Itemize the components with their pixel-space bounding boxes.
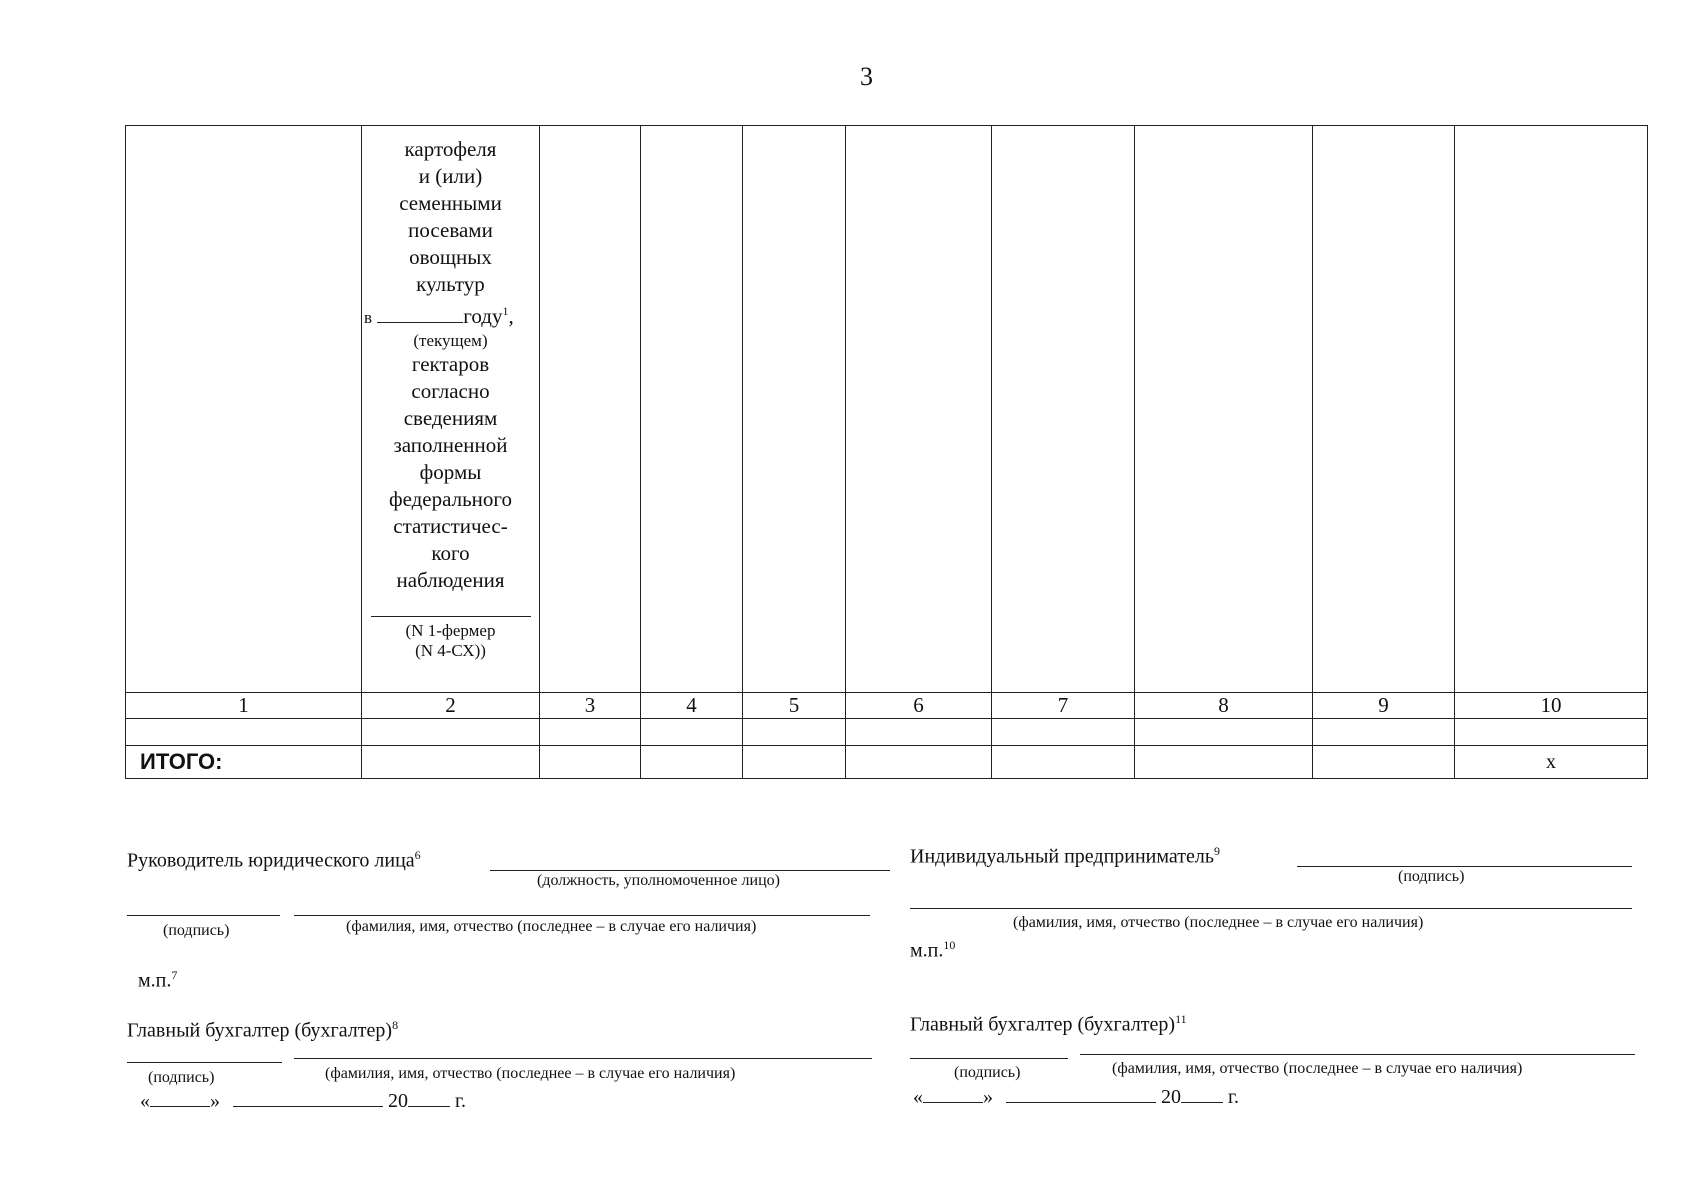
stamp-label: м.п.: [910, 939, 944, 962]
entrepreneur-name-caption: (фамилия, имя, отчество (последнее – в случае его наличия): [1013, 914, 1424, 931]
date-open-quote: «: [140, 1090, 150, 1112]
column-number: 2: [362, 693, 540, 719]
accountant-footnote: 11: [1175, 1012, 1187, 1026]
total-row: [126, 746, 1648, 779]
form-name-line: (N 4-СХ)): [415, 641, 486, 660]
data-cell[interactable]: [1135, 719, 1313, 746]
entrepreneur-name-field[interactable]: [910, 908, 1632, 909]
column-number: 10: [1455, 693, 1648, 719]
year-suffix: году: [463, 304, 503, 328]
data-cell[interactable]: [540, 719, 641, 746]
total-cell[interactable]: [1313, 746, 1455, 779]
column-2-header-line: согласно: [411, 379, 490, 403]
accountant-signature-field[interactable]: [127, 1062, 282, 1063]
accountant-label: Главный бухгалтер (бухгалтер): [910, 1013, 1176, 1036]
data-row: [126, 719, 1648, 746]
header-cell-3: [540, 126, 641, 693]
entrepreneur-signature-field[interactable]: [1297, 866, 1632, 867]
date-day-field[interactable]: [923, 1084, 983, 1103]
header-cell-5: [743, 126, 846, 693]
total-col10-mark: х: [1455, 746, 1648, 779]
column-number: 6: [846, 693, 992, 719]
header-cell-8: [1135, 126, 1313, 693]
accountant-name-caption: (фамилия, имя, отчество (последнее – в случае его наличия): [325, 1065, 736, 1082]
head-label: Руководитель юридического лица: [127, 849, 415, 872]
header-cell-7: [992, 126, 1135, 693]
head-signature-field[interactable]: [127, 915, 280, 916]
column-2-header-line: кого: [431, 541, 470, 565]
column-2-header-line: формы: [419, 460, 482, 484]
date-year-field[interactable]: [408, 1088, 450, 1107]
right-date-line: [913, 1084, 1239, 1109]
column-2-header-line: сведениям: [403, 406, 498, 430]
column-number: 5: [743, 693, 846, 719]
date-year-field[interactable]: [1181, 1084, 1223, 1103]
header-cell-1: [126, 126, 362, 693]
header-cell-2: [362, 126, 540, 693]
year-prefix: в: [364, 308, 373, 327]
total-cell[interactable]: [362, 746, 540, 779]
data-cell[interactable]: [362, 719, 540, 746]
accountant-signature-caption: (подпись): [148, 1069, 215, 1086]
left-accountant-line: [127, 1018, 398, 1043]
page-number: 3: [860, 62, 873, 91]
table-header-row: [126, 126, 1648, 693]
total-cell[interactable]: [846, 746, 992, 779]
column-2-header-line: овощных: [409, 245, 492, 269]
column-number-row: [126, 693, 1648, 719]
date-year-prefix: 20: [388, 1090, 408, 1112]
head-label-line: [127, 848, 421, 873]
crop-area-table: [125, 125, 1648, 779]
form-name-line: (N 1-фермер: [405, 621, 496, 640]
data-cell[interactable]: [992, 719, 1135, 746]
column-number: 9: [1313, 693, 1455, 719]
header-cell-4: [641, 126, 743, 693]
accountant-signature-field[interactable]: [910, 1058, 1068, 1059]
total-label: ИТОГО:: [126, 746, 362, 779]
head-name-field[interactable]: [294, 915, 870, 916]
year-comma: ,: [508, 304, 514, 328]
accountant-name-caption: (фамилия, имя, отчество (последнее – в случае его наличия): [1112, 1060, 1523, 1077]
head-signature-caption: (подпись): [163, 922, 230, 939]
data-cell[interactable]: [1313, 719, 1455, 746]
date-month-field[interactable]: [233, 1088, 383, 1107]
head-position-field[interactable]: [490, 870, 890, 871]
column-number: 4: [641, 693, 743, 719]
date-close-quote: »: [210, 1090, 220, 1112]
column-number: 1: [126, 693, 362, 719]
head-name-caption: (фамилия, имя, отчество (последнее – в случае его наличия): [346, 918, 757, 935]
data-cell[interactable]: [641, 719, 743, 746]
year-line: [362, 298, 539, 331]
head-position-caption: (должность, уполномоченное лицо): [537, 872, 780, 889]
column-2-header-line: посевами: [408, 218, 493, 242]
left-date-line: [140, 1088, 466, 1113]
year-blank[interactable]: [377, 304, 463, 323]
stamp-footnote: 10: [943, 938, 956, 952]
left-stamp: [138, 968, 177, 993]
entrepreneur-label: Индивидуальный предприниматель: [910, 845, 1214, 868]
date-day-field[interactable]: [150, 1088, 210, 1107]
column-2-header-line: федерального: [388, 487, 513, 511]
accountant-name-field[interactable]: [294, 1058, 872, 1059]
column-2-header-line: семенными: [399, 191, 502, 215]
column-number: 3: [540, 693, 641, 719]
entrepreneur-signature-caption: (подпись): [1398, 868, 1465, 885]
total-cell[interactable]: [743, 746, 846, 779]
column-2-header-line: картофеля: [404, 137, 497, 161]
data-cell[interactable]: [1455, 719, 1648, 746]
date-year-suffix: г.: [1228, 1086, 1239, 1108]
total-cell[interactable]: [992, 746, 1135, 779]
column-2-header-line: и (или): [418, 164, 483, 188]
year-caption: (текущем): [413, 331, 488, 350]
data-cell[interactable]: [126, 719, 362, 746]
column-2-header: [362, 126, 539, 661]
right-stamp: [910, 938, 955, 963]
column-number: 8: [1135, 693, 1313, 719]
total-cell[interactable]: [1135, 746, 1313, 779]
entrepreneur-footnote: 9: [1213, 844, 1220, 858]
date-month-field[interactable]: [1006, 1084, 1156, 1103]
header-cell-10: [1455, 126, 1648, 693]
date-year-prefix: 20: [1161, 1086, 1181, 1108]
header-cell-6: [846, 126, 992, 693]
stamp-label: м.п.: [138, 969, 172, 992]
column-2-header-line: культур: [416, 272, 485, 296]
accountant-footnote: 8: [392, 1018, 399, 1032]
accountant-signature-caption: (подпись): [954, 1064, 1021, 1081]
date-year-suffix: г.: [455, 1090, 466, 1112]
date-close-quote: »: [983, 1086, 993, 1108]
column-2-header-line: статистичес-: [393, 514, 508, 538]
column-2-header-line: наблюдения: [396, 568, 505, 592]
head-footnote: 6: [414, 848, 421, 862]
right-accountant-line: [910, 1012, 1187, 1037]
total-cell[interactable]: [641, 746, 743, 779]
column-2-header-line: гектаров: [411, 352, 490, 376]
accountant-label: Главный бухгалтер (бухгалтер): [127, 1019, 393, 1042]
stamp-footnote: 7: [171, 968, 178, 982]
total-cell[interactable]: [540, 746, 641, 779]
column-2-header-line: заполненной: [393, 433, 508, 457]
accountant-name-field[interactable]: [1080, 1054, 1635, 1055]
header-cell-9: [1313, 126, 1455, 693]
column-number: 7: [992, 693, 1135, 719]
entrepreneur-line: [910, 844, 1220, 869]
form-name-blank-line: [371, 616, 531, 617]
date-open-quote: «: [913, 1086, 923, 1108]
year-footnote: 1: [502, 304, 509, 318]
data-cell[interactable]: [846, 719, 992, 746]
data-cell[interactable]: [743, 719, 846, 746]
